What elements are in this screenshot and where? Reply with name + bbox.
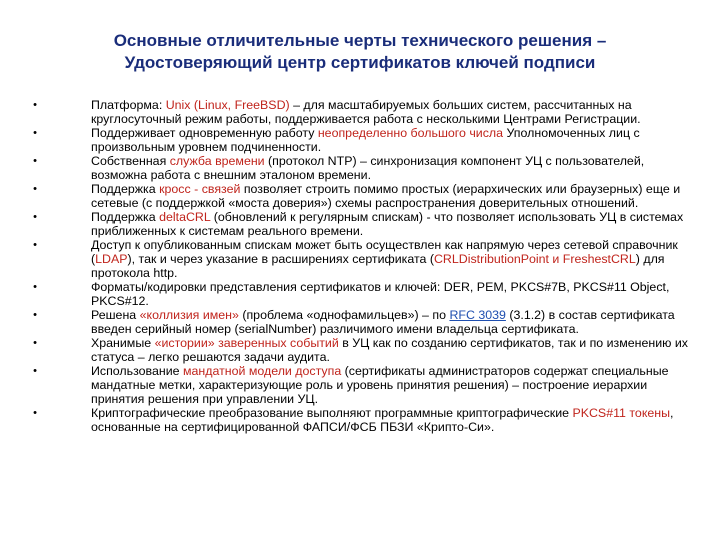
list-item [30, 364, 700, 406]
list-item [30, 154, 700, 182]
list-item [30, 308, 700, 336]
title-line-1: Основные отличительные черты технического решения – [113, 31, 607, 50]
item-text: в УЦ как по созданию сертификатов, так и по изменению их статуса – легко решаются задачи аудита. [91, 336, 688, 364]
highlighted-term: CRLDistributionPoint и FreshestCRL [433, 252, 636, 266]
item-text: Платформа: [91, 98, 166, 112]
item-text: Поддерживает одновременную работу [91, 126, 318, 140]
item-text: (проблема «однофамильцев») – по [238, 308, 450, 322]
item-text: (обновлений к регулярным спискам) - что позволяет использовать УЦ в системах приближенных к системам реального времени. [91, 210, 684, 238]
bullet-icon: • [33, 211, 37, 223]
rfc-link[interactable]: RFC 3039 [449, 308, 506, 322]
item-text: , основанные на сертифицированной ФАПСИ/ФСБ ПБЗИ «Крипто-Си». [91, 406, 674, 434]
highlighted-term: LDAP [95, 252, 128, 266]
item-text: Криптографические преобразование выполняют программные криптографические [91, 406, 573, 420]
highlighted-term: Unix (Linux, FreeBSD) [165, 98, 290, 112]
bullet-icon: • [33, 309, 37, 321]
item-text: ), так и через указание в расширениях сертификата ( [127, 252, 434, 266]
title-line-2: Удостоверяющий центр сертификатов ключей подписи [124, 53, 596, 72]
bullet-icon: • [33, 155, 37, 167]
list-item [30, 210, 700, 238]
bullet-icon: • [33, 407, 37, 419]
list-item [30, 336, 700, 364]
item-text: (3.1.2) в состав сертификата введен серийный номер (serialNumber) различимого имени владельца сертификата. [91, 308, 675, 336]
item-text: Хранимые [91, 336, 155, 350]
bullet-icon: • [33, 99, 37, 111]
item-text: (сертификаты администраторов содержат специальные мандатные метки, характеризующие роль и уровень принятия решения) – построение иерархии принятия решения при управлении УЦ. [91, 364, 669, 406]
highlighted-term: deltaCRL [159, 210, 211, 224]
slide-title [40, 30, 680, 74]
item-text: Решена [91, 308, 140, 322]
feature-list [30, 98, 700, 434]
item-text: ) для протокола http. [91, 252, 665, 280]
item-text: позволяет строить помимо простых (иерархических или браузерных) еще и сетевые (с поддержкой «моста доверия») схемы распространения доверительных отношений. [91, 182, 681, 210]
highlighted-term: служба времени [169, 154, 265, 168]
item-text: Поддержка [91, 182, 160, 196]
bullet-icon: • [33, 281, 37, 293]
list-item [30, 126, 700, 154]
highlighted-term: кросс - связей [159, 182, 241, 196]
item-text: Форматы/кодировки представления сертификатов и ключей: DER, PEM, PKCS#7B, PKCS#11 Object, PKCS#12. [91, 280, 670, 308]
list-item [30, 238, 700, 280]
highlighted-term: «коллизия имен» [139, 308, 239, 322]
item-text: – для масштабируемых больших систем, рассчитанных на круглосуточный режим работы, поддерживается работа с несколькими Центрами Регистрации. [91, 98, 641, 126]
item-text: Доступ к опубликованным спискам может быть осуществлен как напрямую через сетевой справочник ( [91, 238, 678, 266]
item-text: Использование [91, 364, 183, 378]
bullet-icon: • [33, 239, 37, 251]
bullet-icon: • [33, 337, 37, 349]
list-item [30, 182, 700, 210]
list-item [30, 98, 700, 126]
list-item [30, 280, 700, 308]
item-text: Собственная [91, 154, 170, 168]
item-text: Уполномоченных лиц с произвольным уровнем подчиненности. [91, 126, 640, 154]
bullet-icon: • [33, 127, 37, 139]
highlighted-term: PKCS#11 токены [572, 406, 671, 420]
bullet-icon: • [33, 365, 37, 377]
highlighted-term: «истории» заверенных событий [154, 336, 339, 350]
highlighted-term: неопределенно большого числа [317, 126, 504, 140]
bullet-icon: • [33, 183, 37, 195]
highlighted-term: мандатной модели доступа [182, 364, 342, 378]
item-text: (протокол NTP) – синхронизация компонент УЦ с пользователей, возможна работа с внешним эталоном времени. [91, 154, 645, 182]
item-text: Поддержка [91, 210, 160, 224]
list-item [30, 406, 700, 434]
